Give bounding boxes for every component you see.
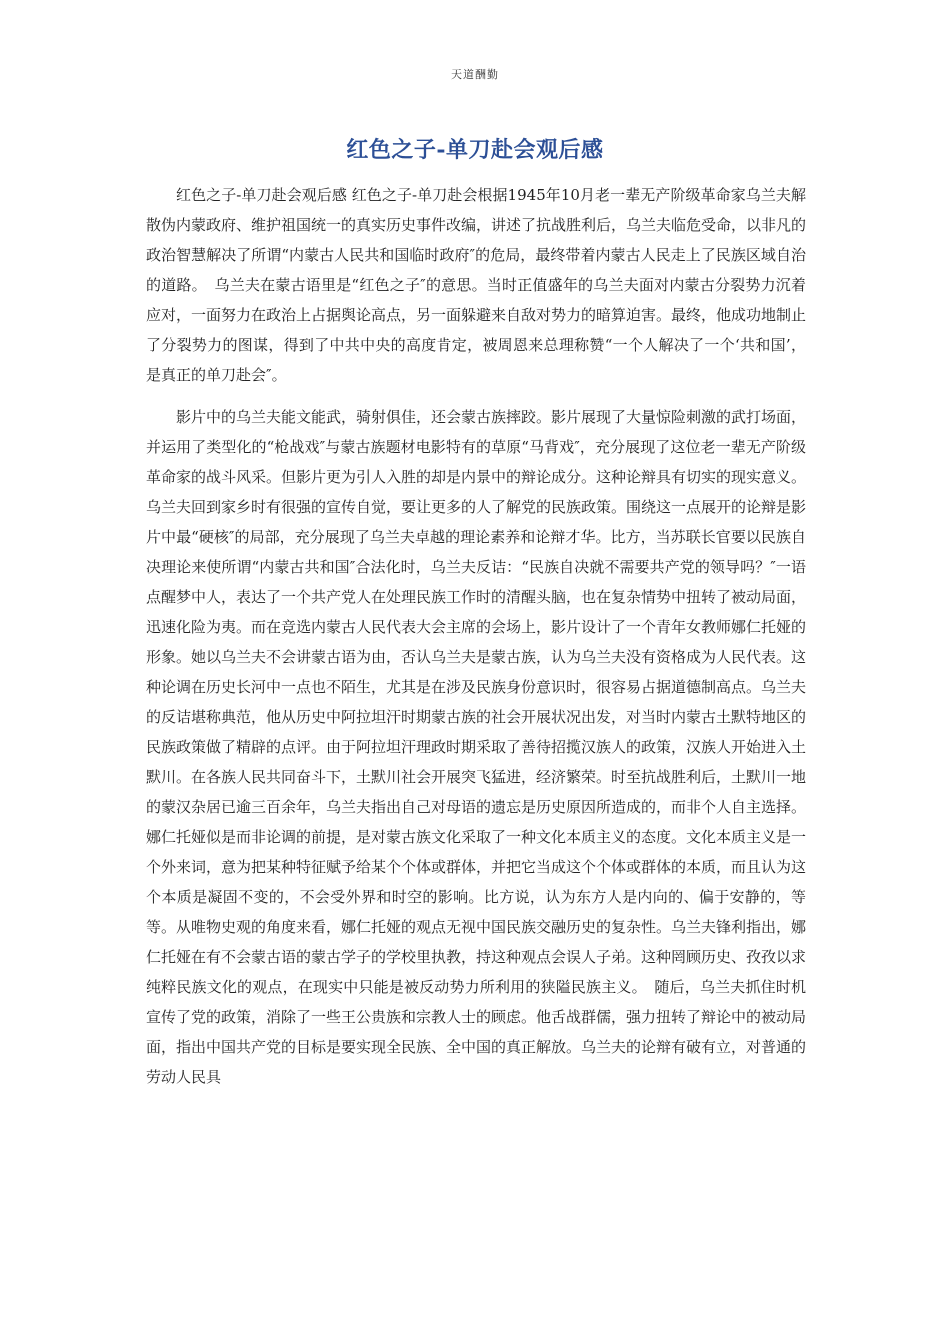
document-body <box>146 180 806 1092</box>
paragraph-2: 影片中的乌兰夫能文能武，骑射俱佳，还会蒙古族摔跤。影片展现了大量惊险刺激的武打场面，并运用了类型化的“枪战戏″与蒙古族题材电影特有的草原“马背戏″，充分展现了这位老一辈无产阶级革命家的战斗风采。但影片更为引人入胜的却是内景中的辩论成分。这种论辩具有切实的现实意义。乌兰夫回到家乡时有很强的宣传自觉，要让更多的人了解党的民族政策。围绕这一点展开的论辩是影片中最“硬核″的局部，充分展现了乌兰夫卓越的理论素养和论辩才华。比方，当苏联长官要以民族自决理论来使所谓“内蒙古共和国″合法化时，乌兰夫反诘：“民族自决就不需要共产党的领导吗？″一语点醒梦中人，表达了一个共产党人在处理民族工作时的清醒头脑，也在复杂情势中扭转了被动局面，迅速化险为夷。而在竞选内蒙古人民代表大会主席的会场上，影片设计了一个青年女教师娜仁托娅的形象。她以乌兰夫不会讲蒙古语为由，否认乌兰夫是蒙古族，认为乌兰夫没有资格成为人民代表。这种论调在历史长河中一点也不陌生，尤其是在涉及民族身份意识时，很容易占据道德制高点。乌兰夫的反诘堪称典范，他从历史中阿拉坦汗时期蒙古族的社会开展状况出发，对当时内蒙古土默特地区的民族政策做了精辟的点评。由于阿拉坦汗理政时期采取了善待招揽汉族人的政策，汉族人开始进入土默川。在各族人民共同奋斗下，土默川社会开展突飞猛进，经济繁荣。时至抗战胜利后，土默川一地的蒙汉杂居已逾三百余年，乌兰夫指出自己对母语的遗忘是历史原因所造成的，而非个人自主选择。娜仁托娅似是而非论调的前提，是对蒙古族文化采取了一种文化本质主义的态度。文化本质主义是一个外来词，意为把某种特征赋予给某个个体或群体，并把它当成这个个体或群体的本质，而且认为这个本质是凝固不变的，不会受外界和时空的影响。比方说，认为东方人是内向的、偏于安静的，等等。从唯物史观的角度来看，娜仁托娅的观点无视中国民族交融历史的复杂性。乌兰夫锋利指出，娜仁托娅在有不会蒙古语的蒙古学子的学校里执教，持这种观点会误人子弟。这种罔顾历史、孜孜以求纯粹民族文化的观点，在现实中只能是被反动势力所利用的狭隘民族主义。 随后，乌兰夫抓住时机宣传了党的政策，消除了一些王公贵族和宗教人士的顾虑。他舌战群儒，强力扭转了辩论中的被动局面，指出中国共产党的目标是要实现全民族、全中国的真正解放。乌兰夫的论辩有破有立，对普通的劳动人民具 <box>146 408 807 1086</box>
paragraph-1: 红色之子-单刀赴会观后感 红色之子-单刀赴会根据1945年10月老一辈无产阶级革命家乌兰夫解散伪内蒙政府、维护祖国统一的真实历史事件改编，讲述了抗战胜利后，乌兰夫临危受命，以非凡的政治智慧解决了所谓“内蒙古人民共和国临时政府″的危局，最终带着内蒙古人民走上了民族区域自治的道路。 乌兰夫在蒙古语里是“红色之子″的意思。当时正值盛年的乌兰夫面对内蒙古分裂势力沉着应对，一面努力在政治上占据舆论高点，另一面躲避来自敌对势力的暗算迫害。最终，他成功地制止了分裂势力的图谋，得到了中共中央的高度肯定，被周恩来总理称赞“一个人解决了一个‘共和国’，是真正的单刀赴会″。 <box>146 186 807 384</box>
page-header: 天道酬勤 <box>451 68 499 81</box>
document-title: 红色之子-单刀赴会观后感 <box>346 137 604 163</box>
